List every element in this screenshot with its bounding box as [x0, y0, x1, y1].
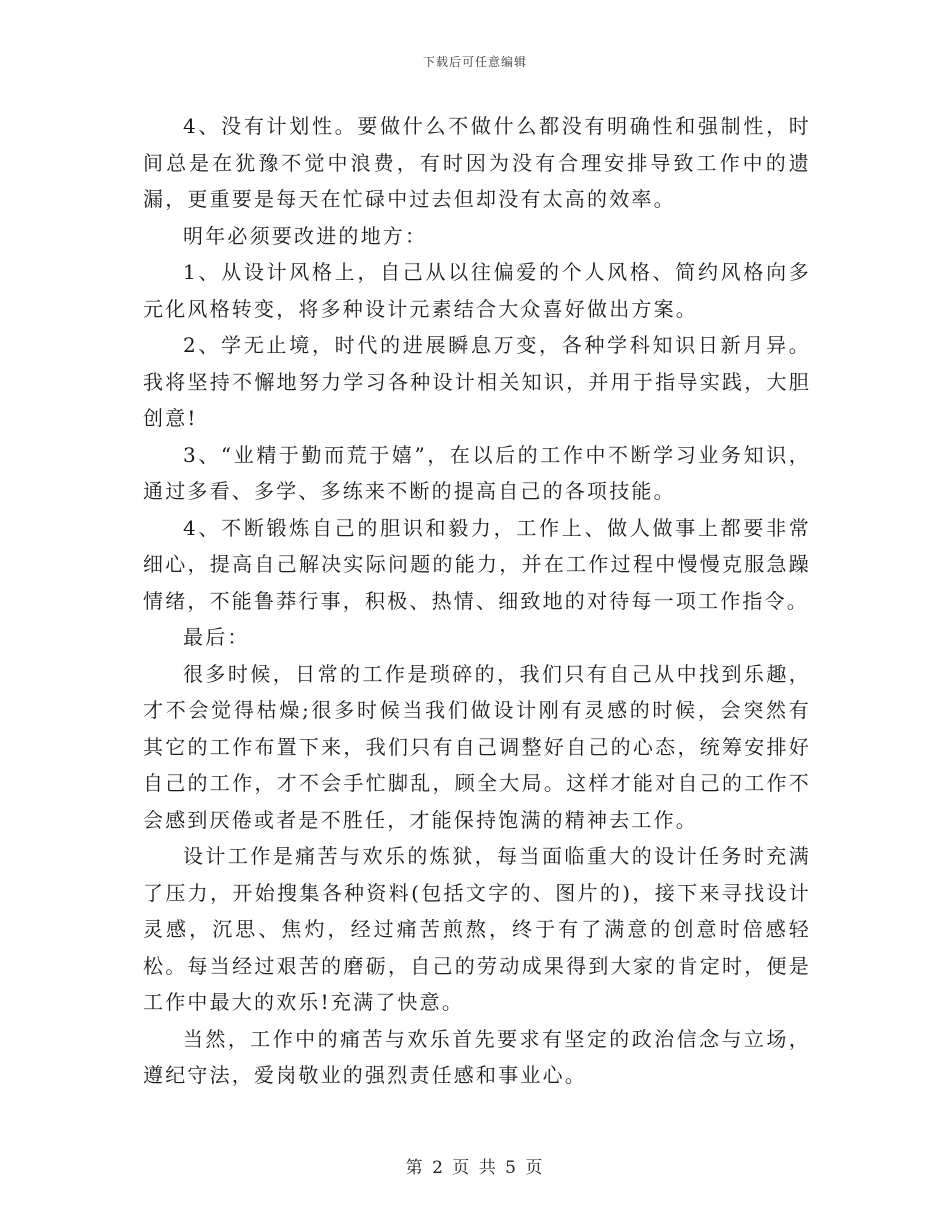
paragraph-daily-work: 很多时候，日常的工作是琐碎的，我们只有自己从中找到乐趣，才不会觉得枯燥;很多时候当我们做设计刚有灵感的时候，会突然有其它的工作布置下来，我们只有自己调整好自己的心态，统筹安排好自己的工作，才不会手忙脚乱，顾全大局。这样才能对自己的工作不会感到厌倦或者是不胜任，才能保持饱满的精神去工作。 [143, 661, 811, 832]
page-footer: 第 2 页 共 5 页 [405, 1158, 545, 1178]
document-body [143, 108, 811, 1094]
paragraph-conclusion: 当然，工作中的痛苦与欢乐首先要求有坚定的政治信念与立场，遵纪守法，爱岗敬业的强烈责任感和事业心。 [143, 1026, 811, 1087]
paragraph-design-work: 设计工作是痛苦与欢乐的炼狱，每当面临重大的设计任务时充满了压力，开始搜集各种资料(包括文字的、图片的)，接下来寻找设计灵感，沉思、焦灼，经过痛苦煎熬，终于有了满意的创意时倍感轻松。每当经过艰苦的磨砺，自己的劳动成果得到大家的肯定时，便是工作中最大的欢乐!充满了快意。 [143, 844, 811, 1014]
paragraph-point-4-no-planning: 4、没有计划性。要做什么不做什么都没有明确性和强制性，时间总是在犹豫不觉中浪费，有时因为没有合理安排导致工作中的遗漏，更重要是每天在忙碌中过去但却没有太高的效率。 [143, 114, 811, 211]
paragraph-improvement-4: 4、不断锻炼自己的胆识和毅力，工作上、做人做事上都要非常细心，提高自己解决实际问题的能力，并在工作过程中慢慢克服急躁情绪，不能鲁莽行事，积极、热情、细致地的对待每一项工作指令。 [143, 515, 811, 613]
paragraph-finally-heading: 最后： [183, 625, 250, 649]
paragraph-improvements-heading: 明年必须要改进的地方： [183, 223, 428, 248]
page-header: 下载后可任意编辑 [422, 55, 527, 69]
paragraph-improvement-3: 3、“业精于勤而荒于嬉”，在以后的工作中不断学习业务知识，通过多看、多学、多练来不断的提高自己的各项技能。 [143, 442, 811, 503]
paragraph-improvement-2: 2、学无止境，时代的进展瞬息万变，各种学科知识日新月异。我将坚持不懈地努力学习各种设计相关知识，并用于指导实践，大胆创意! [143, 333, 811, 430]
paragraph-improvement-1: 1、从设计风格上，自己从以往偏爱的个人风格、简约风格向多元化风格转变，将多种设计元素结合大众喜好做出方案。 [143, 260, 811, 321]
